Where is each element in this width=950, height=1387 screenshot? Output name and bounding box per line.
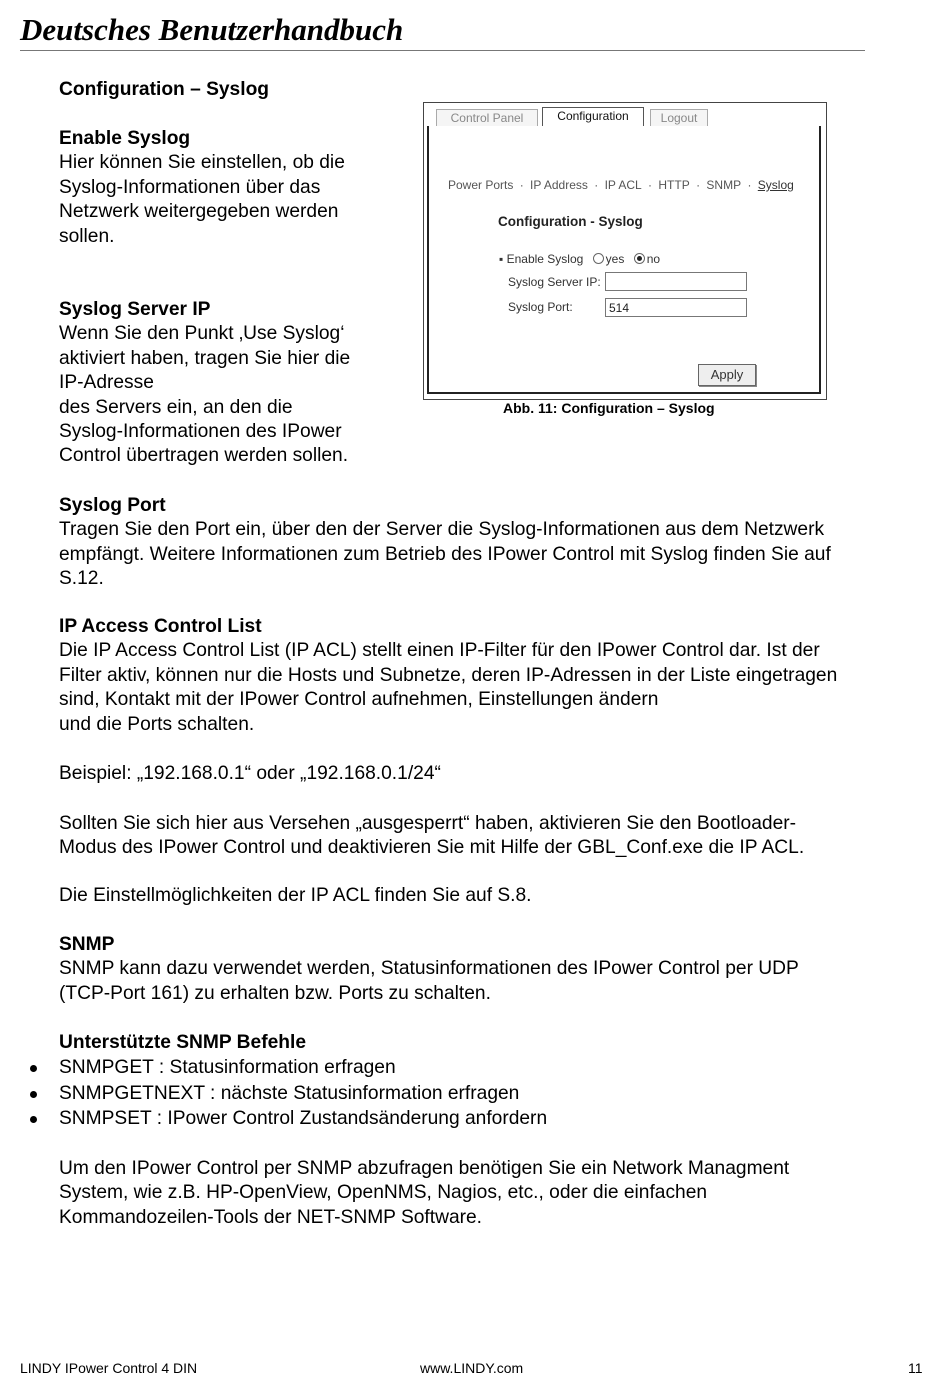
- bullet-icon: [30, 1091, 37, 1098]
- snmp-line: SNMP kann dazu verwendet werden, Statusinformationen des IPower Control per UDP: [59, 958, 799, 980]
- tab-configuration[interactable]: Configuration: [542, 107, 644, 128]
- snmp-command: SNMPGETNEXT : nächste Statusinformation erfragen: [59, 1082, 520, 1104]
- snmp-command: SNMPSET : IPower Control Zustandsänderung anfordern: [59, 1108, 548, 1130]
- footer-product: LINDY IPower Control 4 DIN: [20, 1360, 198, 1376]
- snmp-command: SNMPGET : Statusinformation erfragen: [59, 1057, 396, 1078]
- enable-syslog-section: [59, 127, 399, 249]
- ip-acl-line: Filter aktiv, können nur die Hosts und Subnetze, deren IP-Adressen in der Liste eingetragen: [59, 664, 838, 686]
- syslog-port-line: Tragen Sie den Port ein, über den der Server die Syslog-Informationen aus dem Netzwerk: [59, 519, 825, 541]
- ip-acl-settings-ref: Die Einstellmöglichkeiten der IP ACL finden Sie auf S.8.: [59, 885, 532, 906]
- ip-acl-line: Die IP Access Control List (IP ACL) stellt einen IP-Filter für den IPower Control dar. Ist der: [59, 640, 820, 662]
- subnav-snmp[interactable]: SNMP: [706, 178, 742, 192]
- apply-button[interactable]: Apply: [698, 364, 756, 386]
- page-number: 11: [908, 1360, 923, 1376]
- syslog-port-line: S.12.: [59, 568, 104, 590]
- syslog-server-ip-line: IP-Adresse: [59, 372, 154, 394]
- snmp-closing-line: Um den IPower Control per SNMP abzufragen benötigen Sie ein Network Managment: [59, 1158, 790, 1179]
- radio-no[interactable]: [634, 253, 645, 264]
- enable-syslog-heading: Enable Syslog: [59, 128, 191, 149]
- subnav-ip-acl[interactable]: IP ACL: [604, 178, 642, 192]
- snmp-closing-line: System, wie z.B. HP-OpenView, OpenNMS, Nagios, etc., oder die einfachen: [59, 1182, 708, 1204]
- subnav-ip-address[interactable]: IP Address: [530, 178, 588, 192]
- ip-acl-lockout-line: Sollten Sie sich hier aus Versehen „ausgesperrt“ haben, aktivieren Sie den Bootloader-: [59, 813, 797, 834]
- config-subnav: [448, 178, 797, 192]
- enable-syslog-label: ▪ Enable Syslog: [499, 252, 584, 266]
- syslog-port-input[interactable]: 514: [605, 298, 747, 317]
- section-title: Configuration – Syslog: [59, 79, 270, 100]
- tab-logout[interactable]: Logout: [650, 109, 708, 127]
- enable-syslog-row: [499, 252, 660, 266]
- snmp-closing: [59, 1157, 939, 1230]
- subnav-separator: ·: [696, 178, 701, 192]
- subnav-separator: ·: [747, 178, 752, 192]
- syslog-server-ip-section: [59, 298, 399, 469]
- syslog-server-ip-line: Syslog-Informationen des IPower: [59, 421, 342, 443]
- radio-yes-label: yes: [605, 252, 625, 266]
- ip-acl-heading: IP Access Control List: [59, 616, 262, 637]
- subnav-separator: ·: [519, 178, 524, 192]
- syslog-port-line: empfängt. Weitere Informationen zum Betrieb des IPower Control mit Syslog finden Sie auf: [59, 543, 831, 565]
- ip-acl-example: Beispiel: „192.168.0.1“ oder „192.168.0.1/24“: [59, 763, 441, 784]
- syslog-server-ip-line: des Servers ein, an den die: [59, 396, 293, 418]
- radio-yes[interactable]: [593, 253, 604, 264]
- ip-acl-section: [59, 615, 939, 737]
- config-syslog-title: Configuration - Syslog: [498, 214, 643, 229]
- bullet-icon: [30, 1065, 37, 1072]
- header-divider: [20, 50, 865, 51]
- syslog-server-ip-input[interactable]: [605, 272, 747, 291]
- configuration-screenshot: [423, 102, 827, 400]
- page-header-title: Deutsches Benutzerhandbuch: [20, 12, 404, 47]
- ip-acl-line: und die Ports schalten.: [59, 713, 255, 735]
- snmp-heading: SNMP: [59, 934, 115, 955]
- subnav-http[interactable]: HTTP: [658, 178, 690, 192]
- bullet-icon: [30, 1116, 37, 1123]
- enable-syslog-line: Hier können Sie einstellen, ob die: [59, 152, 345, 174]
- syslog-server-ip-line: Wenn Sie den Punkt ‚Use Syslog‘: [59, 323, 345, 345]
- enable-syslog-line: sollen.: [59, 225, 115, 247]
- enable-syslog-line: Syslog-Informationen über das: [59, 176, 321, 198]
- subnav-power-ports[interactable]: Power Ports: [448, 178, 514, 192]
- ip-acl-line: sind, Kontakt mit der IPower Control aufnehmen, Einstellungen ändern: [59, 689, 659, 711]
- subnav-separator: ·: [648, 178, 653, 192]
- figure-caption: Abb. 11: Configuration – Syslog: [503, 400, 715, 416]
- server-ip-label: Syslog Server IP:: [508, 275, 601, 289]
- subnav-syslog[interactable]: Syslog: [757, 178, 794, 192]
- syslog-port-section: [59, 494, 939, 592]
- port-label: Syslog Port:: [508, 300, 573, 314]
- snmp-line: (TCP-Port 161) zu erhalten bzw. Ports zu schalten.: [59, 982, 491, 1004]
- snmp-section: [59, 933, 939, 1006]
- enable-syslog-line: Netzwerk weitergegeben werden: [59, 201, 339, 223]
- footer-website: www.LINDY.com: [420, 1360, 524, 1376]
- subnav-separator: ·: [594, 178, 599, 192]
- syslog-server-ip-line: Control übertragen werden sollen.: [59, 445, 349, 467]
- snmp-commands-heading: Unterstützte SNMP Befehle: [59, 1032, 306, 1053]
- tab-control-panel[interactable]: Control Panel: [436, 109, 538, 127]
- ip-acl-lockout-line: Modus des IPower Control und deaktivieren Sie mit Hilfe der GBL_Conf.exe die IP ACL.: [59, 837, 805, 859]
- syslog-server-ip-line: aktiviert haben, tragen Sie hier die: [59, 347, 351, 369]
- radio-no-label: no: [646, 252, 661, 266]
- syslog-server-ip-heading: Syslog Server IP: [59, 299, 211, 320]
- ip-acl-lockout: [59, 812, 939, 861]
- snmp-closing-line: Kommandozeilen-Tools der NET-SNMP Software.: [59, 1206, 483, 1228]
- syslog-port-heading: Syslog Port: [59, 495, 166, 516]
- configuration-panel: [427, 126, 821, 394]
